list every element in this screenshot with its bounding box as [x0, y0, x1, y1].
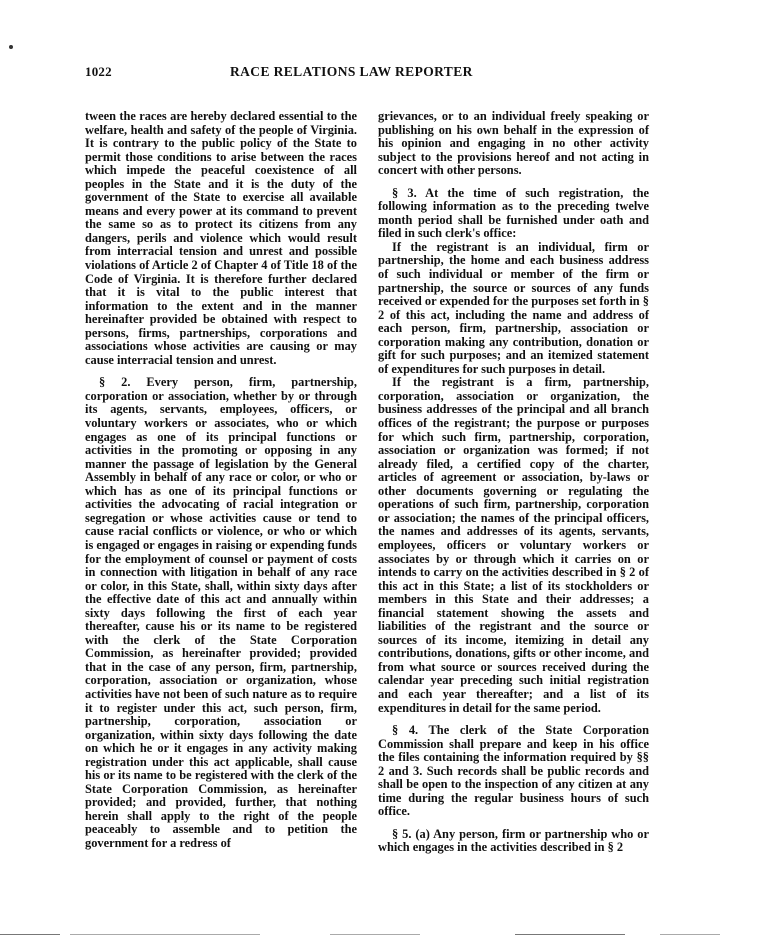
page-number: 1022 — [85, 64, 112, 79]
scan-edge-line — [330, 934, 420, 935]
section-2-paragraph: § 2. Every person, firm, partnership, corporation or association, whether by or through its agents, servants, employees, officers, or voluntary workers or associates, who or which engages as one of its principal functions or activities in the promoting or opposing in any manner the passage of legislation by the General Assembly in behalf of any race or color, or who or which has as one of its principal functions or activities the advocating of racial integration or segregation or whose activities cause or tend to cause racial conflicts or violence, or who or which is engaged or engages in raising or expending funds for the employment of counsel or payment of costs in connection with litigation in behalf of any race or color, in this State, shall, within sixty days after the effective date of this act and annually within sixty days following the first of each year thereafter, cause his or its name to be registered with the clerk of the State Corporation Commission, as hereinafter provided; provided that in the case of any person, firm, partnership, corporation, association or organization, whose activities have not been of such nature as to require it to register under this act, such person, firm, partnership, corporation, association or organization, within sixty days following the date on which he or it engages in any activity making registration under this act applicable, shall cause his or its name to be registered with the clerk of the State Corporation Commission, as hereinafter provided; and provided, further, that nothing herein shall apply to the right of the people peaceably to assemble and to petition the government for a redress of — [85, 375, 357, 850]
section-3-paragraph: § 3. At the time of such registration, the following information as to the preceding twelve month period shall be furnished under oath and filed in such clerk's office: — [378, 185, 649, 241]
section-4-paragraph: § 4. The clerk of the State Corporation Commission shall prepare and keep in his office the files containing the information required by §§ 2 and 3. Such records shall be public records and shall be open to the inspection of any citizen at any time during the regular business hours of such office. — [378, 723, 649, 819]
section-5-paragraph: § 5. (a) Any person, firm or partnership who or which engages in the activities described in § 2 — [378, 826, 649, 855]
right-column — [378, 110, 649, 855]
scan-edge-line — [70, 934, 260, 935]
firm-registrant-paragraph: If the registrant is a firm, partnership, corporation, association or organization, the business addresses of the principal and all branch offices of the registrant; the purpose or purposes for which such firm, partnership, corporation, association or organization was formed; if not already filed, a certified copy of the charter, articles of agreement or association, by-laws or other documents governing or regulating the operations of such firm, partnership, corporation or association; the names of the principal officers, the names and addresses of its agents, servants, employees, officers or voluntary workers or associates by or through which it carries on or intends to carry on the activities described in § 2 of this act in this State; a list of its stockholders or members in this State and their addresses; a financial statement showing the assets and liabilities of the registrant and the source or sources of its income, itemizing in detail any contributions, donations, gifts or other income, and from what source or sources received during the calendar year preceding such initial registration and each year thereafter; and a list of its expenditures in detail for the same period. — [378, 375, 649, 715]
scan-speck — [9, 45, 13, 49]
paragraph-continuation: tween the races are hereby declared essential to the welfare, health and safety of the people of Virginia. It is contrary to the public policy of the State to permit those conditions to arise between the races which impede the peaceful coexistence of all peoples in the State and it is the duty of the government of the State to exercise all available means and every power at its command to prevent the same so as to protect its citizens from any dangers, perils and violence which would result from interracial tension and unrest and possible violations of Article 2 of Chapter 4 of Title 18 of the Code of Virginia. It is therefore further declared that it is vital to the public interest that information to the extent and in the manner hereinafter provided be obtained with respect to persons, firms, partnerships, corporations and associations whose activities are causing or may cause interracial tension and unrest. — [85, 109, 357, 367]
running-head: RACE RELATIONS LAW REPORTER — [230, 64, 473, 79]
scan-edge-line — [0, 934, 60, 935]
left-column — [85, 110, 357, 851]
scan-edge-line — [660, 934, 720, 935]
individual-registrant-paragraph: If the registrant is an individual, firm or partnership, the home and each business address of such individual or member of the firm or partnership, the source or sources of any funds received or expended for the purposes set forth in § 2 of this act, including the name and address of each person, firm, partnership, association or corporation making any contribution, donation or gift for such purposes; and an itemized statement of expenditures for such purposes in detail. — [378, 239, 649, 376]
paragraph-grievances: grievances, or to an individual freely speaking or publishing on his own behalf in the expression of his opinion and engaging in no other activity subject to the provisions hereof and not acting in concert with other persons. — [378, 109, 649, 178]
scan-edge-line — [515, 934, 625, 935]
